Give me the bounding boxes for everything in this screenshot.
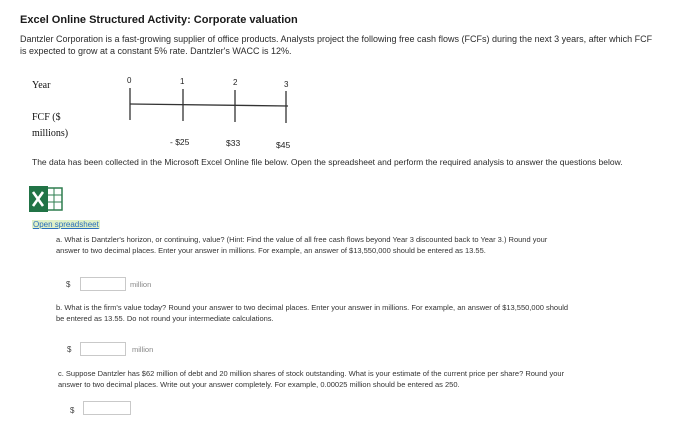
- currency-symbol-c: $: [70, 406, 75, 415]
- year-label: Year: [32, 80, 51, 91]
- answer-input-c[interactable]: [83, 401, 131, 415]
- fcf-label-line-2: millions): [32, 128, 69, 139]
- question-c: [58, 368, 564, 390]
- problem-intro: [20, 33, 652, 57]
- unit-label-b: million: [132, 345, 154, 354]
- question-b-line-2: be entered as 13.55. Do not round your intermediate calculations.: [56, 314, 274, 323]
- excel-icon[interactable]: [28, 185, 64, 213]
- data-note: The data has been collected in the Microsoft Excel Online file below. Open the spreadsheet and perform the required analysis to answer the questions below.: [32, 157, 623, 167]
- fcf-year-1: - $25: [170, 137, 190, 147]
- page-title: Excel Online Structured Activity: Corporate valuation: [20, 14, 298, 26]
- fcf-year-3: $45: [276, 140, 291, 150]
- fcf-year-2: $33: [226, 138, 241, 148]
- fcf-label-line-1: FCF ($: [32, 112, 61, 123]
- question-a: [56, 234, 547, 256]
- intro-line-1: Dantzler Corporation is a fast-growing supplier of office products. Analysts project the following free cash flows (FCFs) during the next 3 years, after which FCF: [20, 34, 653, 44]
- currency-symbol-b: $: [67, 345, 72, 354]
- tick-label-year-2: 2: [233, 78, 238, 87]
- currency-symbol-a: $: [66, 280, 71, 289]
- question-a-line-2: answer to two decimal places. Enter your answer in millions. For example, an answer of $13,550,000 should be entered as 13.55.: [56, 246, 486, 255]
- question-c-line-1: c. Suppose Dantzler has $62 million of debt and 20 million shares of stock outstanding. What is your estimate of the current price per share? Round your: [58, 369, 565, 378]
- question-a-line-1: a. What is Dantzler's horizon, or continuing, value? (Hint: Find the value of all free cash flows beyond Year 3 discounted back to Year 3.) Round your: [56, 235, 548, 244]
- timeline-axis: [130, 104, 288, 106]
- answer-input-b[interactable]: [80, 342, 126, 356]
- unit-label-a: million: [130, 280, 152, 289]
- tick-label-year-3: 3: [284, 80, 289, 89]
- question-c-line-2: answer to two decimal places. Write out your answer completely. For example, 0.00025 million should be entered as 250.: [58, 380, 460, 389]
- question-b-line-1: b. What is the firm's value today? Round your answer to two decimal places. Enter your answer in millions. For example, an answer of $13,550,000 should: [56, 303, 569, 312]
- intro-line-2: is expected to grow at a constant 5% rate. Dantzler's WACC is 12%.: [20, 46, 292, 56]
- open-spreadsheet-link[interactable]: Open spreadsheet: [33, 220, 99, 229]
- tick-label-year-1: 1: [180, 77, 185, 86]
- cash-flow-timeline: [120, 86, 300, 126]
- answer-input-a[interactable]: [80, 277, 126, 291]
- tick-label-year-0: 0: [127, 76, 132, 85]
- question-b: [56, 302, 568, 324]
